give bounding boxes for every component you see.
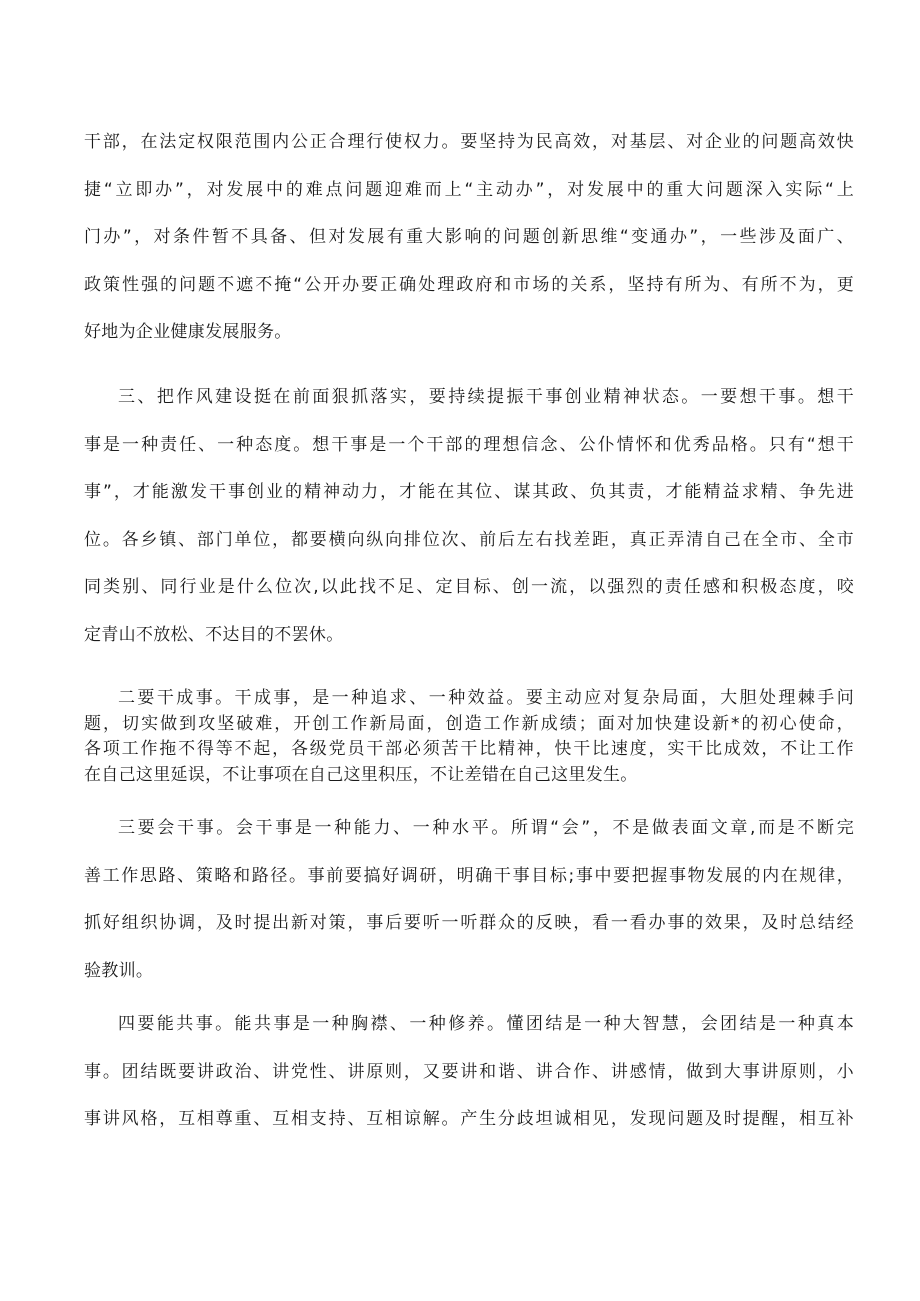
paragraph-4	[84, 820, 854, 1010]
text-line: 三、把作风建设挺在前面狠抓落实，要持续提振干事创业精神状态。一要想干事。想干	[118, 387, 854, 407]
paragraph-1	[84, 134, 854, 372]
text-line: 同类别、同行业是什么位次,以此找不足、定目标、创一流，以强烈的责任感和积极态度，咬	[84, 577, 854, 598]
text-line: 事。团结既要讲政治、讲党性、讲原则，又要讲和谐、讲合作、讲感情，做到大事讲原则，小	[84, 1061, 854, 1082]
text-line: 捷“立即办”，对发展中的难点问题迎难而上“主动办”，对发展中的重大问题深入实际“上	[84, 179, 854, 200]
text-line: 事”，才能激发干事创业的精神动力，才能在其位、谋其政、负其责，才能精益求精、争先进	[84, 482, 854, 503]
text-line: 事是一种责任、一种态度。想干事是一个干部的理想信念、公仆情怀和优秀品格。只有“想干	[84, 434, 854, 455]
text-line: 抓好组织协调，及时提出新对策，事后要听一听群众的反映，看一看办事的效果，及时总结经	[84, 913, 854, 934]
text-line: 三要会干事。会干事是一种能力、一种水平。所谓“会”，不是做表面文章,而是不断完	[118, 818, 854, 838]
paragraph-3	[84, 690, 854, 792]
text-line: 善工作思路、策略和路径。事前要搞好调研，明确干事目标;事中要把握事物发展的内在规律，	[84, 865, 854, 886]
text-line: 题，切实做到攻坚破难，开创工作新局面，创造工作新成绩；面对加快建设新*的初心使命，	[84, 713, 854, 734]
paragraph-2	[84, 389, 854, 675]
paragraph-5	[84, 1016, 854, 1159]
text-line: 政策性强的问题不遮不掩“公开办要正确处理政府和市场的关系，坚持有所为、有所不为，更	[84, 274, 854, 295]
text-line: 位。各乡镇、部门单位，都要横向纵向排位次、前后左右找差距，真正弄清自己在全市、全市	[84, 529, 854, 550]
text-line: 二要干成事。干成事，是一种追求、一种效益。要主动应对复杂局面，大胆处理棘手问	[118, 688, 854, 708]
text-line: 各项工作拖不得等不起，各级党员干部必须苦干比精神，快干比速度，实干比成效，不让工作	[84, 739, 854, 759]
text-line: 好地为企业健康发展服务。	[84, 322, 292, 343]
text-line: 干部，在法定权限范围内公正合理行使权力。要坚持为民高效，对基层、对企业的问题高效快	[84, 132, 854, 152]
text-line: 四要能共事。能共事是一种胸襟、一种修养。懂团结是一种大智慧，会团结是一种真本	[118, 1014, 854, 1034]
text-line: 定青山不放松、不达目的不罢休。	[84, 624, 344, 645]
text-line: 验教训。	[84, 960, 154, 981]
text-line: 事讲风格，互相尊重、互相支持、互相谅解。产生分歧坦诚相见，发现问题及时提醒，相互补	[84, 1109, 854, 1130]
text-line: 门办”，对条件暂不具备、但对发展有重大影响的问题创新思维“变通办”，一些涉及面广、	[84, 227, 854, 248]
text-line: 在自己这里延误，不让事项在自己这里积压，不让差错在自己这里发生。	[84, 764, 638, 785]
